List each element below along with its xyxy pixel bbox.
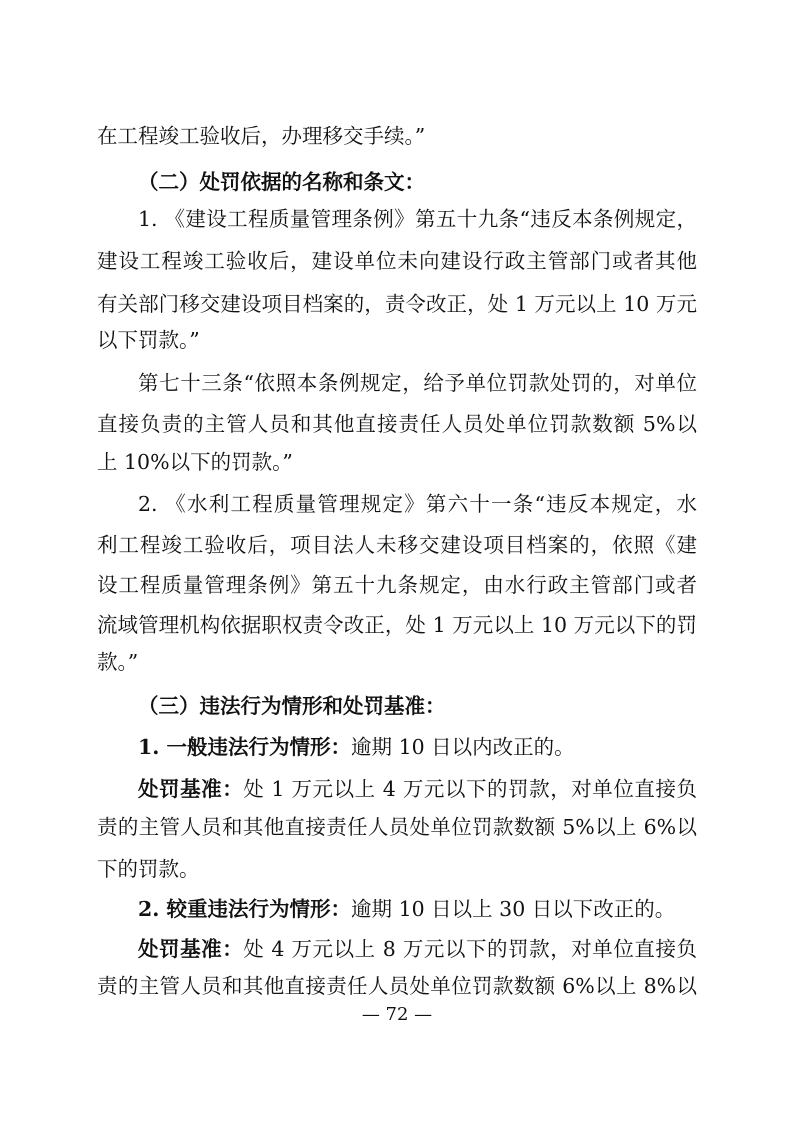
- serious-case-text: 逾期 10 日以上 30 日以下改正的。: [351, 897, 676, 921]
- paragraph-line: 责的主管人员和其他直接责任人员处单位罚款数额 5%以上 6%以: [97, 815, 697, 839]
- paragraph-line: 利工程竣工验收后，项目法人未移交建设项目档案的，依照《建: [97, 533, 697, 557]
- penalty-standard-label: 处罚基准：: [138, 777, 244, 801]
- general-case-line: [138, 732, 697, 762]
- general-case-text: 逾期 10 日以内改正的。: [351, 735, 575, 759]
- penalty-text: 处 1 万元以上 4 万元以下的罚款，对单位直接负: [243, 777, 697, 801]
- paragraph-line: 建设工程竣工验收后，建设单位未向建设行政主管部门或者其他: [97, 249, 697, 273]
- paragraph-line: 2. 《水利工程质量管理规定》第六十一条“违反本规定，水: [138, 492, 697, 516]
- paragraph-line: 责的主管人员和其他直接责任人员处单位罚款数额 6%以上 8%以: [97, 974, 697, 998]
- paragraph-line: 流域管理机构依据职权责令改正，处 1 万元以上 10 万元以下的罚: [97, 613, 697, 637]
- paragraph-line: 款。”: [97, 650, 139, 674]
- section-heading-standards: （三）违法行为情形和处罚基准：: [138, 694, 446, 718]
- paragraph-line: 在工程竣工验收后，办理移交手续。”: [97, 124, 426, 148]
- penalty-line-2: [138, 934, 697, 964]
- serious-case-line: [138, 894, 697, 924]
- paragraph-line: 上 10%以下的罚款。”: [97, 450, 293, 474]
- paragraph-line: 1. 《建设工程质量管理条例》第五十九条“违反本条例规定，: [138, 207, 697, 231]
- penalty-line-1: [138, 774, 697, 804]
- serious-case-label: 2. 较重违法行为情形：: [138, 897, 352, 921]
- page-number: — 72 —: [361, 1004, 433, 1025]
- paragraph-line: 下的罚款。: [97, 857, 200, 881]
- paragraph-line: 设工程质量管理条例》第五十九条规定，由水行政主管部门或者: [97, 573, 697, 597]
- general-case-label: 1. 一般违法行为情形：: [138, 735, 352, 759]
- section-heading-basis: （二）处罚依据的名称和条文：: [138, 170, 425, 194]
- penalty-standard-label: 处罚基准：: [138, 937, 244, 961]
- penalty-text: 处 4 万元以上 8 万元以下的罚款，对单位直接负: [243, 937, 697, 961]
- paragraph-line: 有关部门移交建设项目档案的，责令改正，处 1 万元以上 10 万元: [97, 292, 697, 316]
- paragraph-line: 第七十三条“依照本条例规定，给予单位罚款处罚的，对单位: [138, 371, 697, 395]
- paragraph-line: 以下罚款。”: [97, 328, 200, 352]
- paragraph-line: 直接负责的主管人员和其他直接责任人员处单位罚款数额 5%以: [97, 412, 697, 436]
